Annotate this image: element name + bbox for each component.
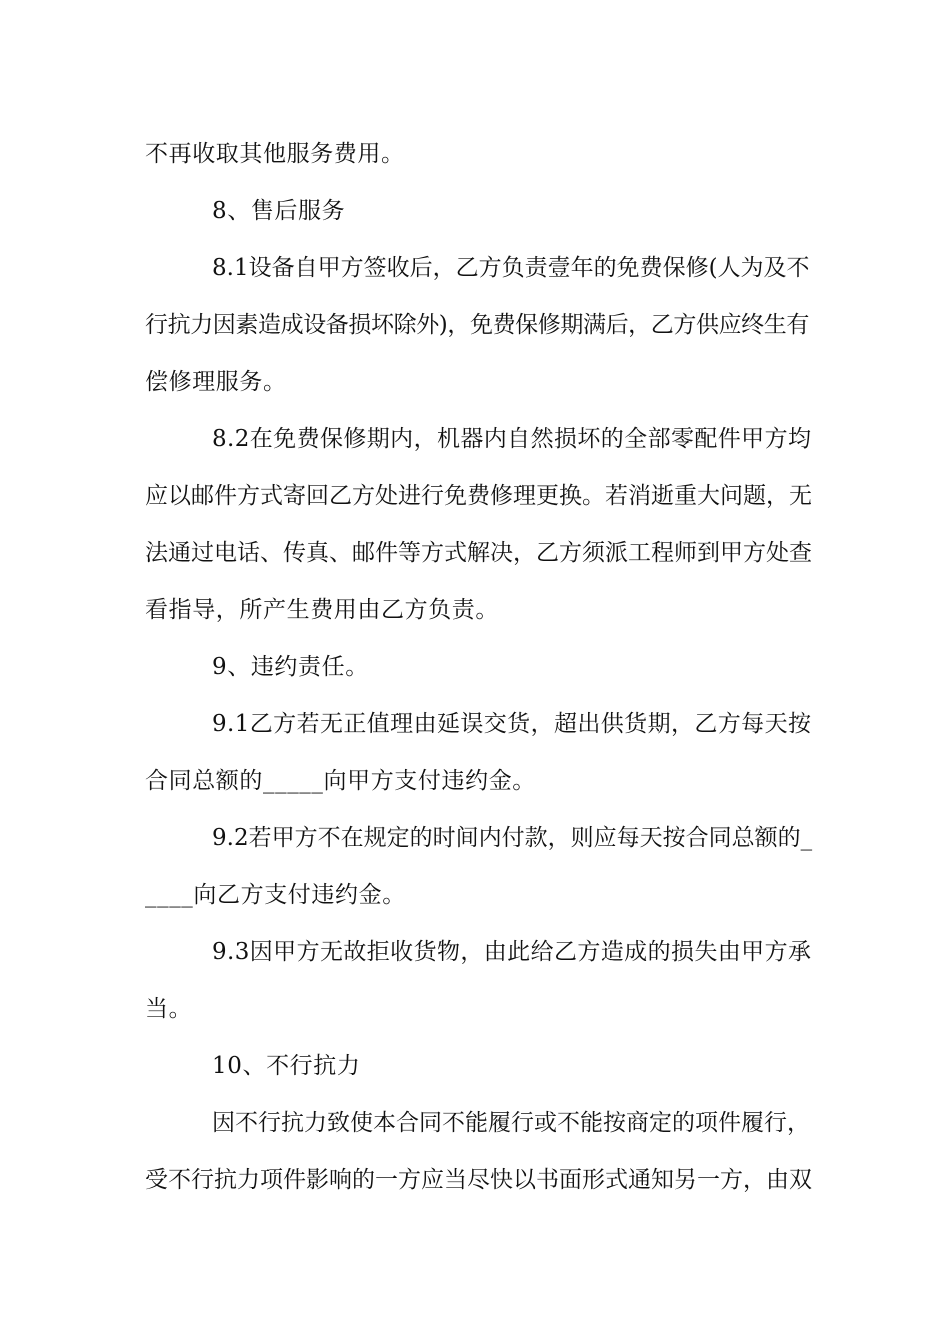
text-line: 法通过电话、传真、邮件等方式解决，乙方须派工程师到甲方处查 [145, 540, 812, 566]
text-line: 8.2在免费保修期内，机器内自然损坏的全部零配件甲方均 [212, 426, 812, 452]
text-line: ____向乙方支付违约金。 [145, 882, 406, 908]
text-line: 受不行抗力项件影响的一方应当尽快以书面形式通知另一方，由双 [145, 1167, 812, 1193]
text-line: 当。 [145, 996, 193, 1022]
text-line: 9.1乙方若无正值理由延误交货，超出供货期，乙方每天按 [212, 711, 812, 737]
text-line: 行抗力因素造成设备损坏除外)，免费保修期满后，乙方供应终生有 [145, 312, 809, 338]
text-line: 偿修理服务。 [145, 369, 287, 395]
text-line: 应以邮件方式寄回乙方处进行免费修理更换。若消逝重大问题，无 [145, 483, 812, 509]
text-line: 因不行抗力致使本合同不能履行或不能按商定的项件履行， [212, 1110, 810, 1136]
section-heading: 8、售后服务 [212, 198, 346, 224]
text-line: 合同总额的_____向甲方支付违约金。 [145, 768, 536, 794]
text-line: 看指导，所产生费用由乙方负责。 [145, 597, 499, 623]
text-line: 9.2若甲方不在规定的时间内付款，则应每天按合同总额的_ [212, 825, 813, 851]
text-line: 8.1设备自甲方签收后，乙方负责壹年的免费保修(人为及不 [212, 255, 810, 281]
section-heading: 9、违约责任。 [212, 654, 369, 680]
text-line: 9.3因甲方无故拒收货物，由此给乙方造成的损失由甲方承 [212, 939, 812, 965]
section-heading: 10、不行抗力 [212, 1053, 361, 1079]
text-line: 不再收取其他服务费用。 [145, 141, 405, 167]
